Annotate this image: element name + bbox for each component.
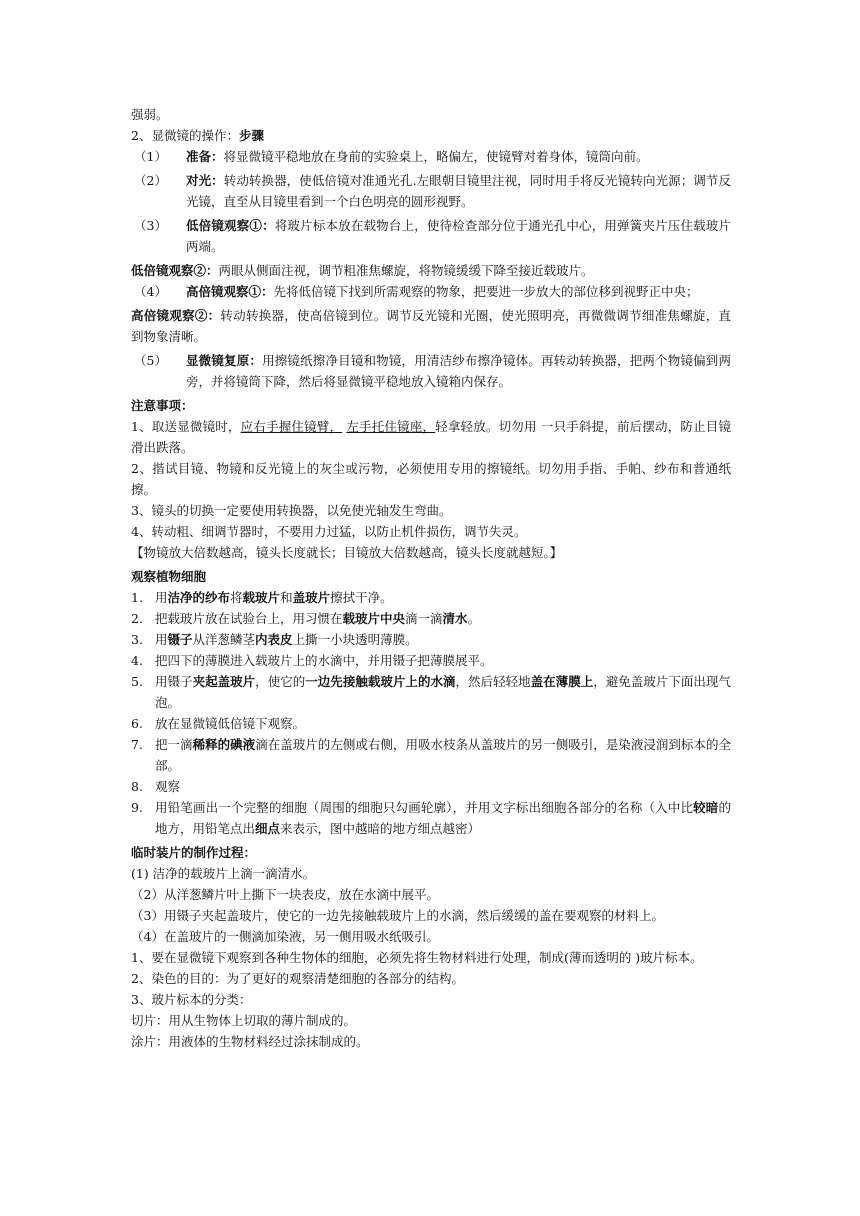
plant-step-number: 8.: [131, 779, 143, 794]
high-power-2-label: 高倍镜观察②：: [131, 308, 221, 323]
plant-step-run: 滴一滴: [405, 611, 443, 626]
plant-step-number: 1.: [131, 590, 143, 605]
step-3-label: 低倍镜观察①：: [186, 218, 275, 233]
plant-step-number: 5.: [131, 674, 143, 689]
low-power-2: [131, 260, 731, 281]
plant-step-bold-run: 镊子: [167, 632, 193, 647]
plant-step-run: 从洋葱鳞茎: [192, 632, 256, 647]
temp-title: 临时装片的制作过程：: [131, 845, 257, 860]
plant-step-run: 放在显微镜低倍镜下观察。: [155, 716, 306, 731]
plant-steps-list: [131, 587, 731, 839]
step-1-text: 将显微镜平稳地放在身前的实验桌上，略偏左，使镜臂对着身体，镜筒向前。: [223, 149, 649, 164]
plant-title: 观察植物细胞: [131, 569, 207, 584]
plant-step-bold-run: 一边先接触载玻片上的水滴: [305, 674, 456, 689]
low-power-2-text: 两眼从侧面注视，调节粗准焦螺旋，将物镜缓缓下降至接近载玻片。: [218, 263, 594, 278]
plant-step-text: [155, 629, 731, 650]
temp-step-4: （4）在盖玻片的一侧滴加染液，另一侧用吸水纸吸引。: [131, 929, 439, 944]
plant-step-bold-run: 稀释的碘液: [192, 737, 256, 752]
plant-step-2: [131, 608, 731, 629]
step-5-num: （5）: [134, 353, 167, 368]
plant-step-run: 把载玻片放在试验台上，用习惯在: [155, 611, 343, 626]
document-body: [131, 104, 731, 1052]
plant-step-text: [155, 650, 731, 671]
step-3: [131, 215, 731, 257]
step-2-text: 转动转换器，使低倍镜对准通光孔.左眼朝目镜里注视，同时用手将反光镜转向光源；调节反光镜，直至从目镜里看到一个白色明亮的圆形视野。: [186, 173, 731, 209]
plant-step-1: [131, 587, 731, 608]
note-1: [131, 416, 731, 458]
plant-step-number: 9.: [131, 800, 143, 815]
plant-step-run: 把一滴: [155, 737, 193, 752]
plant-step-3: [131, 629, 731, 650]
plant-step-bold-run: 盖在薄膜上: [530, 674, 594, 689]
note-1-a: 1、取送显微镜时，: [131, 419, 241, 434]
low-power-2-label: 低倍镜观察②：: [131, 263, 219, 278]
plant-step-bold-run: 盖玻片: [292, 590, 331, 605]
plant-step-bold-run: 载玻片中央: [342, 611, 406, 626]
step-4-label: 高倍镜观察①：: [186, 284, 274, 299]
plant-step-run: 的地方，用铅笔点出: [155, 800, 731, 836]
plant-step-run: 将: [230, 590, 243, 605]
plant-step-run: 用镊子: [155, 674, 193, 689]
plant-step-run: 擦拭干净。: [330, 590, 393, 605]
plant-step-7: [131, 734, 731, 776]
note-1-underline-1: 应右手握住镜臂，: [240, 419, 343, 434]
note-1-b: 轻拿轻放。切勿用 一只手斜提，前后摆动，防止目镜滑出跌落。: [131, 419, 731, 455]
plant-step-5: [131, 671, 731, 713]
plant-step-bold-run: 清水: [442, 611, 468, 626]
step-5-label: 显微镜复原：: [186, 353, 263, 368]
plant-step-text: [155, 776, 731, 797]
plant-step-6: [131, 713, 731, 734]
plant-step-text: [155, 713, 731, 734]
step-2-num: （2）: [134, 173, 167, 188]
note-3: 3、镜头的切换一定要使用转换器，以免使光轴发生弯曲。: [131, 503, 452, 518]
plant-step-bold-run: 载玻片: [242, 590, 281, 605]
temp-para-2: 2、染色的目的：为了更好的观察清楚细胞的各部分的结构。: [131, 971, 464, 986]
plant-step-9: [131, 797, 731, 839]
note-1-underline-2: 左手托住镜座，: [346, 419, 436, 434]
note-4: 4、转动粗、细调节器时，不要用力过猛，以防止机件损伤，调节失灵。: [131, 524, 527, 539]
plant-step-run: ，使它的: [255, 674, 306, 689]
high-power-2: [131, 305, 731, 347]
temp-step-1: (1) 洁净的载玻片上滴一滴清水。: [131, 866, 316, 881]
plant-step-number: 6.: [131, 716, 143, 731]
plant-step-bold-run: 夹起盖玻片: [192, 674, 256, 689]
plant-step-run: 来表示，图中越暗的地方细点越密）: [280, 821, 481, 836]
notes-title: 注意事项：: [131, 398, 194, 413]
step-1-num: （1）: [134, 149, 167, 164]
plant-step-run: 用: [155, 590, 168, 605]
temp-step-2: （2）从洋葱鳞片叶上撕下一块表皮，放在水滴中展平。: [131, 887, 439, 902]
plant-step-run: 观察: [155, 779, 181, 794]
plant-step-text: [155, 797, 731, 839]
note-2: 2、揩试目镜、物镜和反光镜上的灰尘或污物，必须使用专用的擦镜纸。切勿用手指、手帕、纱布和普通纸擦。: [131, 461, 731, 497]
plant-step-run: 用: [155, 632, 168, 647]
step-4-num: （4）: [134, 284, 167, 299]
plant-step-run: ，然后轻轻地: [455, 674, 531, 689]
plant-step-run: 滴在盖玻片的左侧或右侧，用吸水枝条从盖玻片的另一侧吸引，是染液浸润到标本的全部。: [155, 737, 731, 773]
plant-step-run: 上撕一小块透明薄膜。: [292, 632, 418, 647]
plant-step-run: 把四下的薄膜进入载玻片上的水滴中，并用镊子把薄膜展平。: [155, 653, 493, 668]
plant-step-text: [155, 734, 731, 776]
plant-step-text: [155, 671, 731, 713]
operation-title: [131, 125, 731, 146]
plant-step-bold-run: 洁净的纱布: [167, 590, 231, 605]
plant-step-run: ，避免盖玻片下面出现气泡。: [155, 674, 731, 710]
step-4-text: 先将低倍镜下找到所需观察的物象，把要进一步放大的部位移到视野正中央；: [273, 284, 699, 299]
step-5-text: 用擦镜纸擦净目镜和物镜，用清洁纱布擦净镜体。再转动转换器，把两个物镜偏到两旁，并将镜筒下降，然后将显微镜平稳地放入镜箱内保存。: [186, 353, 731, 389]
temp-para-1: 1、要在显微镜下观察到各种生物体的细胞，必须先将生物材料进行处理，制成(薄而透明的 )玻片标本。: [131, 950, 703, 965]
step-4: [131, 281, 731, 302]
plant-step-bold-run: 较暗: [693, 800, 719, 815]
step-1: [131, 146, 731, 167]
step-1-label: 准备：: [186, 149, 224, 164]
step-5: [131, 350, 731, 392]
plant-step-4: [131, 650, 731, 671]
plant-step-8: [131, 776, 731, 797]
plant-step-bold-run: 细点: [255, 821, 281, 836]
plant-step-run: 。: [467, 611, 481, 626]
temp-para-4: 切片：用从生物体上切取的薄片制成的。: [131, 1013, 357, 1028]
plant-step-text: [155, 608, 731, 629]
step-3-num: （3）: [134, 218, 167, 233]
temp-step-3: （3）用镊子夹起盖玻片，使它的一边先接触载玻片上的水滴，然后缓缓的盖在要观察的材料上。: [131, 908, 664, 923]
step-2-label: 对光：: [186, 173, 224, 188]
plant-step-number: 7.: [131, 737, 143, 752]
operation-title-bold: 步骤: [238, 128, 264, 143]
plant-step-run: 用铅笔画出一个完整的细胞（周围的细胞只勾画轮廓），并用文字标出细胞各部分的名称（入中比: [155, 800, 694, 815]
plant-step-text: [155, 587, 731, 608]
high-power-2-text: 转动转换器，使高倍镜到位。调节反光镜和光圈，使光照明亮，再微微调节细准焦螺旋，直到物象清晰。: [131, 308, 731, 344]
plant-step-run: 和: [280, 590, 293, 605]
plant-step-number: 4.: [131, 653, 143, 668]
temp-para-5: 涂片：用液体的生物材料经过涂抹制成的。: [131, 1034, 369, 1049]
plant-step-number: 2.: [131, 611, 143, 626]
plant-step-number: 3.: [131, 632, 143, 647]
step-3-text: 将玻片标本放在载物台上，使待检查部分位于通光孔中心，用弹簧夹片压住载玻片两端。: [186, 218, 731, 254]
temp-para-3: 3、玻片标本的分类：: [131, 992, 252, 1007]
note-tip: 【物镜放大倍数越高，镜头长度就长；目镜放大倍数越高，镜头长度就越短。】: [131, 545, 563, 560]
intro-tail: 强弱。: [131, 107, 169, 122]
plant-step-bold-run: 内表皮: [255, 632, 293, 647]
step-2: [131, 170, 731, 212]
operation-title-prefix: 2、显微镜的操作：: [131, 128, 239, 143]
